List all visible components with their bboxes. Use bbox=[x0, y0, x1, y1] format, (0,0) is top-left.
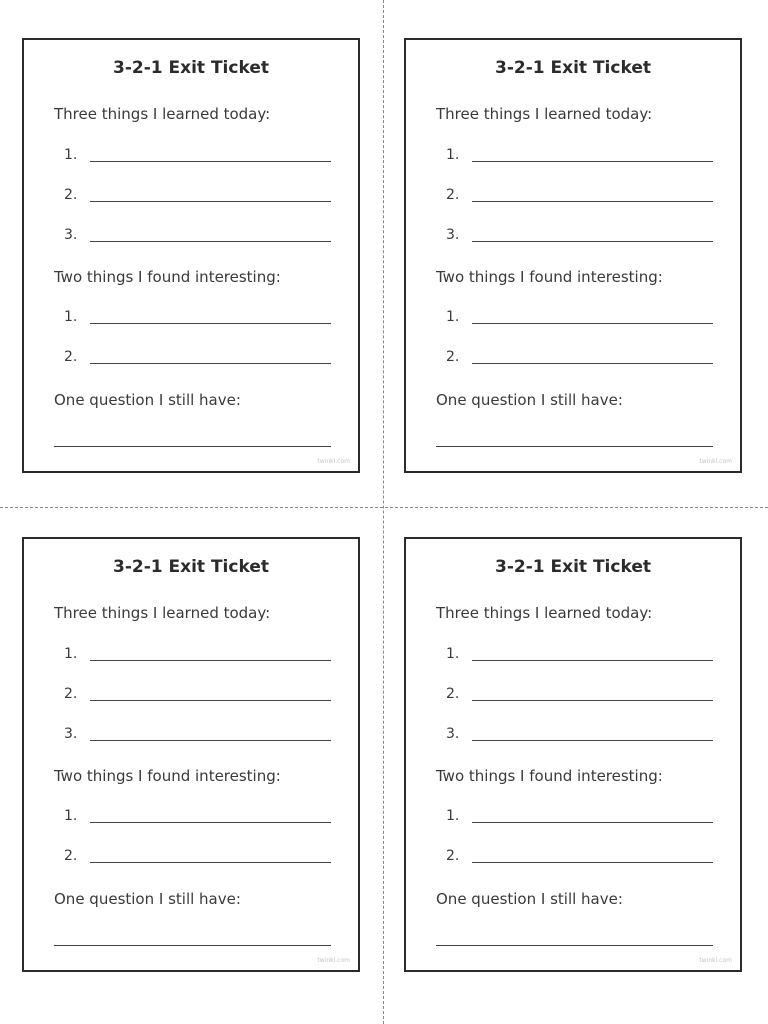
answer-line[interactable] bbox=[90, 660, 331, 661]
item-number: 3. bbox=[446, 726, 460, 742]
prompt-three-things: Three things I learned today: bbox=[436, 105, 653, 123]
item-number: 3. bbox=[64, 227, 78, 243]
item-number: 3. bbox=[446, 227, 460, 243]
prompt-two-things: Two things I found interesting: bbox=[436, 767, 663, 785]
ticket-title: 3-2-1 Exit Ticket bbox=[495, 557, 651, 577]
item-number: 2. bbox=[64, 187, 78, 203]
item-number: 1. bbox=[446, 646, 460, 662]
horizontal-cut-line bbox=[0, 507, 768, 508]
answer-line[interactable] bbox=[472, 700, 713, 701]
answer-line[interactable] bbox=[472, 822, 713, 823]
prompt-one-question: One question I still have: bbox=[436, 391, 623, 409]
exit-ticket-card bbox=[22, 38, 360, 473]
item-number: 2. bbox=[446, 187, 460, 203]
prompt-one-question: One question I still have: bbox=[54, 391, 241, 409]
answer-line[interactable] bbox=[472, 241, 713, 242]
answer-line[interactable] bbox=[90, 241, 331, 242]
prompt-three-things: Three things I learned today: bbox=[54, 105, 271, 123]
item-number: 1. bbox=[446, 309, 460, 325]
ticket-title: 3-2-1 Exit Ticket bbox=[495, 58, 651, 78]
item-number: 2. bbox=[64, 349, 78, 365]
answer-line[interactable] bbox=[472, 740, 713, 741]
answer-line[interactable] bbox=[90, 862, 331, 863]
exit-ticket-card bbox=[404, 537, 742, 972]
answer-line[interactable] bbox=[90, 323, 331, 324]
answer-line[interactable] bbox=[472, 201, 713, 202]
answer-line[interactable] bbox=[472, 862, 713, 863]
prompt-three-things: Three things I learned today: bbox=[54, 604, 271, 622]
prompt-one-question: One question I still have: bbox=[436, 890, 623, 908]
item-number: 1. bbox=[64, 646, 78, 662]
item-number: 1. bbox=[446, 808, 460, 824]
answer-line[interactable] bbox=[90, 363, 331, 364]
item-number: 2. bbox=[446, 349, 460, 365]
answer-line[interactable] bbox=[90, 161, 331, 162]
vertical-cut-line bbox=[383, 0, 384, 1024]
ticket-title: 3-2-1 Exit Ticket bbox=[113, 58, 269, 78]
item-number: 1. bbox=[64, 808, 78, 824]
answer-line[interactable] bbox=[436, 446, 713, 447]
item-number: 2. bbox=[446, 848, 460, 864]
ticket-title: 3-2-1 Exit Ticket bbox=[113, 557, 269, 577]
item-number: 2. bbox=[64, 848, 78, 864]
watermark: twinkl.com bbox=[317, 957, 350, 964]
answer-line[interactable] bbox=[90, 201, 331, 202]
prompt-two-things: Two things I found interesting: bbox=[54, 268, 281, 286]
watermark: twinkl.com bbox=[699, 957, 732, 964]
answer-line[interactable] bbox=[472, 161, 713, 162]
item-number: 2. bbox=[446, 686, 460, 702]
answer-line[interactable] bbox=[54, 945, 331, 946]
answer-line[interactable] bbox=[90, 700, 331, 701]
item-number: 3. bbox=[64, 726, 78, 742]
watermark: twinkl.com bbox=[317, 458, 350, 465]
exit-ticket-card bbox=[22, 537, 360, 972]
answer-line[interactable] bbox=[472, 323, 713, 324]
item-number: 2. bbox=[64, 686, 78, 702]
exit-ticket-card bbox=[404, 38, 742, 473]
watermark: twinkl.com bbox=[699, 458, 732, 465]
answer-line[interactable] bbox=[472, 363, 713, 364]
prompt-two-things: Two things I found interesting: bbox=[54, 767, 281, 785]
prompt-one-question: One question I still have: bbox=[54, 890, 241, 908]
prompt-three-things: Three things I learned today: bbox=[436, 604, 653, 622]
item-number: 1. bbox=[446, 147, 460, 163]
answer-line[interactable] bbox=[472, 660, 713, 661]
answer-line[interactable] bbox=[90, 822, 331, 823]
item-number: 1. bbox=[64, 147, 78, 163]
answer-line[interactable] bbox=[436, 945, 713, 946]
answer-line[interactable] bbox=[90, 740, 331, 741]
item-number: 1. bbox=[64, 309, 78, 325]
answer-line[interactable] bbox=[54, 446, 331, 447]
prompt-two-things: Two things I found interesting: bbox=[436, 268, 663, 286]
